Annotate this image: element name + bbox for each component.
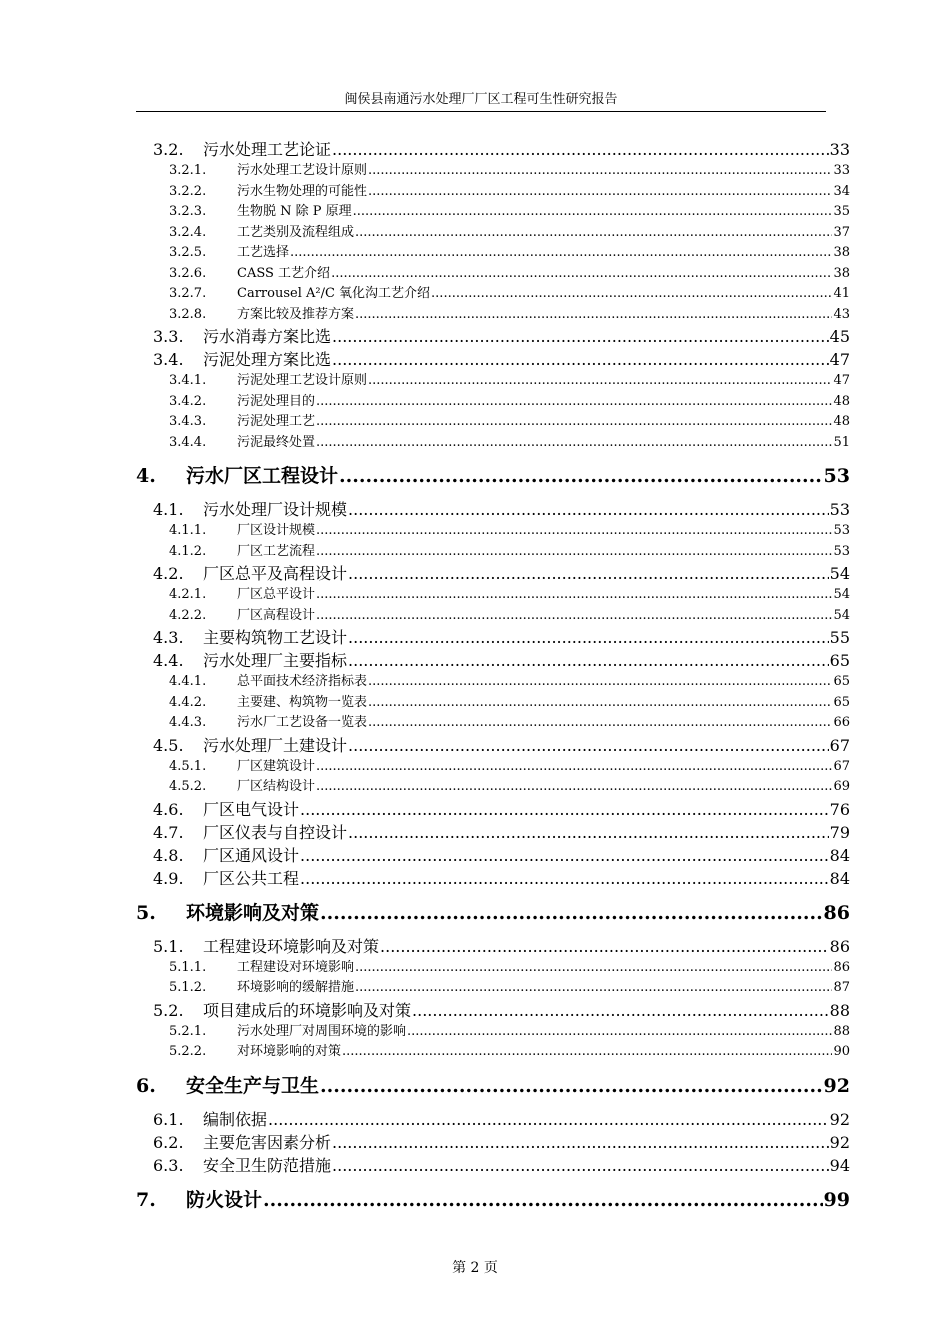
toc-entry-level-3[interactable] bbox=[136, 757, 850, 778]
toc-entry-title: Carrousel A²/C 氧化沟工艺介绍 bbox=[237, 286, 431, 301]
toc-entry-page: 48 bbox=[833, 414, 850, 429]
dot-leader bbox=[431, 284, 832, 305]
toc-entry-number: 4.6. bbox=[153, 799, 184, 819]
toc-entry-page: 47 bbox=[833, 373, 850, 388]
toc-entry-number: 3.2.4. bbox=[169, 224, 207, 240]
toc-entry-title: 污泥处理方案比选 bbox=[203, 350, 332, 369]
toc-entry-title: 厂区总平设计 bbox=[237, 587, 316, 602]
header-divider bbox=[136, 111, 826, 112]
toc-entry-page: 79 bbox=[829, 822, 850, 842]
dot-leader bbox=[316, 542, 832, 563]
dot-leader bbox=[300, 867, 829, 890]
toc-entry-title: 总平面技术经济指标表 bbox=[237, 674, 368, 689]
toc-entry-title: 工程建设对环境影响 bbox=[237, 959, 355, 975]
toc-entry-page: 92 bbox=[829, 1109, 850, 1129]
toc-entry-title: 工艺类别及流程组成 bbox=[237, 224, 355, 240]
toc-entry-number: 3.4. bbox=[153, 350, 184, 369]
toc-entry-number: 3.4.1. bbox=[169, 373, 207, 388]
toc-entry-level-2[interactable] bbox=[136, 935, 850, 958]
toc-entry-level-3[interactable] bbox=[136, 161, 850, 182]
toc-entry-number: 4.2.2. bbox=[169, 607, 207, 623]
dot-leader bbox=[368, 713, 832, 734]
dot-leader bbox=[332, 1154, 829, 1177]
toc-entry-level-3[interactable] bbox=[136, 264, 850, 285]
toc-entry-title: 厂区公共工程 bbox=[203, 868, 300, 888]
toc-entry-page: 43 bbox=[833, 306, 850, 322]
toc-entry-title: 污水厂工艺设备一览表 bbox=[237, 715, 368, 730]
toc-entry-title: 厂区高程设计 bbox=[237, 607, 316, 623]
toc-entry-level-2[interactable] bbox=[136, 821, 850, 844]
toc-entry-level-3[interactable] bbox=[136, 521, 850, 542]
dot-leader bbox=[412, 999, 829, 1022]
toc-entry-title: 防火设计 bbox=[186, 1188, 263, 1211]
toc-entry-level-3[interactable] bbox=[136, 305, 850, 326]
toc-entry-title: 污水处理工艺设计原则 bbox=[237, 163, 368, 178]
dot-leader bbox=[331, 264, 832, 285]
toc-entry-title: 厂区结构设计 bbox=[237, 779, 316, 794]
toc-entry-title: 厂区建筑设计 bbox=[237, 758, 316, 774]
toc-entry-page: 65 bbox=[833, 674, 850, 689]
dot-leader bbox=[380, 935, 829, 958]
toc-entry-title: 污泥最终处置 bbox=[237, 434, 316, 450]
toc-entry-number: 4.5.2. bbox=[169, 779, 207, 794]
toc-entry-level-3[interactable] bbox=[136, 223, 850, 244]
toc-entry-page: 54 bbox=[833, 587, 850, 602]
toc-entry-title: 厂区仪表与自控设计 bbox=[203, 822, 348, 842]
dot-leader bbox=[332, 348, 829, 371]
toc-entry-number: 3.2. bbox=[153, 140, 184, 159]
toc-entry-number: 4.4. bbox=[153, 651, 184, 670]
toc-entry-level-3[interactable] bbox=[136, 777, 850, 798]
toc-entry-page: 76 bbox=[829, 799, 850, 819]
toc-entry-title: 编制依据 bbox=[203, 1109, 268, 1129]
running-header: 闽侯县南通污水处理厂厂区工程可生性研究报告 bbox=[344, 92, 618, 107]
toc-entry-level-3[interactable] bbox=[136, 392, 850, 413]
toc-entry-page: 99 bbox=[823, 1188, 850, 1211]
toc-entry-page: 94 bbox=[829, 1155, 850, 1175]
dot-leader bbox=[355, 223, 832, 244]
dot-leader bbox=[320, 895, 823, 931]
toc-entry-title: 项目建成后的环境影响及对策 bbox=[203, 1000, 412, 1020]
toc-entry-number: 5.2. bbox=[153, 1000, 184, 1020]
toc-entry-number: 6.2. bbox=[153, 1132, 184, 1152]
toc-entry-number: 4.8. bbox=[153, 845, 184, 865]
toc-entry-level-3[interactable] bbox=[136, 606, 850, 627]
toc-entry-level-3[interactable] bbox=[136, 672, 850, 693]
toc-entry-level-2[interactable] bbox=[136, 649, 850, 672]
toc-entry-page: 65 bbox=[833, 694, 850, 710]
toc-entry-number: 4.5. bbox=[153, 735, 184, 755]
toc-entry-page: 34 bbox=[833, 183, 850, 199]
dot-leader bbox=[355, 958, 832, 979]
toc-entry-level-3[interactable] bbox=[136, 1022, 850, 1043]
dot-leader bbox=[348, 649, 829, 672]
toc-entry-number: 4.9. bbox=[153, 868, 184, 888]
dot-leader bbox=[348, 821, 829, 844]
toc-entry-number: 6.3. bbox=[153, 1155, 184, 1175]
toc-entry-number: 4.1. bbox=[153, 500, 184, 519]
toc-entry-page: 47 bbox=[829, 350, 850, 369]
toc-entry-page: 51 bbox=[833, 434, 850, 450]
toc-entry-title: CASS 工艺介绍 bbox=[237, 265, 331, 281]
toc-entry-page: 53 bbox=[833, 523, 850, 538]
toc-entry-page: 45 bbox=[829, 327, 850, 346]
toc-entry-number: 3.2.3. bbox=[169, 204, 207, 219]
dot-leader bbox=[316, 392, 832, 413]
toc-entry-level-3[interactable] bbox=[136, 202, 850, 223]
dot-leader bbox=[316, 757, 832, 778]
dot-leader bbox=[368, 371, 832, 392]
toc-entry-level-3[interactable] bbox=[136, 693, 850, 714]
toc-entry-page: 87 bbox=[833, 980, 850, 995]
toc-entry-title: 污水处理厂主要指标 bbox=[203, 651, 348, 670]
toc-entry-page: 86 bbox=[833, 959, 850, 975]
dot-leader bbox=[407, 1022, 832, 1043]
toc-entry-title: 污水处理工艺论证 bbox=[203, 140, 332, 159]
toc-entry-number: 3.2.2. bbox=[169, 183, 207, 199]
toc-entry-number: 3.4.4. bbox=[169, 434, 207, 450]
toc-entry-level-1[interactable] bbox=[136, 895, 850, 931]
toc-entry-number: 4.3. bbox=[153, 628, 184, 647]
toc-entry-page: 33 bbox=[833, 163, 850, 178]
toc-entry-title: 工艺选择 bbox=[237, 245, 290, 260]
dot-leader bbox=[368, 693, 832, 714]
dot-leader bbox=[320, 1068, 823, 1104]
toc-entry-title: 污水处理厂对周围环境的影响 bbox=[237, 1023, 407, 1039]
toc-entry-level-2[interactable] bbox=[136, 734, 850, 757]
toc-entry-level-2[interactable] bbox=[136, 626, 850, 649]
toc-entry-level-3[interactable] bbox=[136, 243, 850, 264]
dot-leader bbox=[355, 978, 832, 999]
toc-entry-number: 5.1.2. bbox=[169, 980, 207, 995]
toc-entry-number: 5.2.1. bbox=[169, 1023, 207, 1039]
toc-entry-number: 3.3. bbox=[153, 327, 184, 346]
toc-entry-number: 4.2. bbox=[153, 564, 184, 583]
toc-entry-page: 67 bbox=[829, 735, 850, 755]
dot-leader bbox=[316, 585, 832, 606]
toc-entry-number: 3.2.7. bbox=[169, 286, 207, 301]
toc-entry-title: 厂区工艺流程 bbox=[237, 543, 316, 559]
toc-entry-level-2[interactable] bbox=[136, 798, 850, 821]
toc-entry-number: 4.5.1. bbox=[169, 758, 207, 774]
toc-entry-level-3[interactable] bbox=[136, 182, 850, 203]
toc-entry-title: 主要构筑物工艺设计 bbox=[203, 628, 348, 647]
toc-entry-level-3[interactable] bbox=[136, 433, 850, 454]
toc-entry-page: 38 bbox=[833, 245, 850, 260]
toc-entry-level-3[interactable] bbox=[136, 412, 850, 433]
dot-leader bbox=[339, 458, 823, 494]
toc-entry-title: 主要危害因素分析 bbox=[203, 1132, 332, 1152]
dot-leader bbox=[368, 672, 832, 693]
toc-entry-title: 污水消毒方案比选 bbox=[203, 327, 332, 346]
toc-entry-page: 54 bbox=[829, 564, 850, 583]
toc-entry-page: 55 bbox=[829, 628, 850, 647]
toc-entry-level-3[interactable] bbox=[136, 371, 850, 392]
toc-entry-page: 92 bbox=[823, 1074, 850, 1097]
toc-entry-number: 4. bbox=[136, 465, 156, 487]
toc-entry-title: 工程建设环境影响及对策 bbox=[203, 936, 380, 956]
toc-entry-level-3[interactable] bbox=[136, 585, 850, 606]
toc-entry-level-1[interactable] bbox=[136, 458, 850, 494]
dot-leader bbox=[316, 433, 832, 454]
toc-entry-number: 4.4.3. bbox=[169, 715, 207, 730]
toc-entry-title: 污水处理厂土建设计 bbox=[203, 735, 348, 755]
toc-entry-title: 厂区总平及高程设计 bbox=[203, 564, 348, 583]
toc-entry-level-2[interactable] bbox=[136, 1154, 850, 1177]
toc-entry-level-2[interactable] bbox=[136, 498, 850, 521]
toc-entry-level-3[interactable] bbox=[136, 713, 850, 734]
toc-entry-number: 5.1. bbox=[153, 936, 184, 956]
dot-leader bbox=[348, 498, 829, 521]
toc-entry-title: 污泥处理目的 bbox=[237, 393, 316, 409]
dot-leader bbox=[332, 325, 829, 348]
toc-entry-title: 安全卫生防范措施 bbox=[203, 1155, 332, 1175]
toc-entry-page: 84 bbox=[829, 845, 850, 865]
toc-entry-level-3[interactable] bbox=[136, 978, 850, 999]
toc-entry-title: 安全生产与卫生 bbox=[186, 1074, 320, 1097]
toc-entry-title: 污水生物处理的可能性 bbox=[237, 183, 368, 199]
toc-entry-number: 4.1.1. bbox=[169, 523, 207, 538]
toc-entry-title: 方案比较及推荐方案 bbox=[237, 306, 355, 322]
toc-entry-number: 4.1.2. bbox=[169, 543, 207, 559]
toc-entry-page: 37 bbox=[833, 224, 850, 240]
toc-entry-level-3[interactable] bbox=[136, 542, 850, 563]
dot-leader bbox=[263, 1182, 823, 1218]
toc-entry-page: 35 bbox=[833, 204, 850, 219]
toc-entry-title: 生物脱 N 除 P 原理 bbox=[237, 204, 352, 219]
toc-entry-page: 41 bbox=[833, 286, 850, 301]
dot-leader bbox=[332, 138, 829, 161]
dot-leader bbox=[348, 562, 829, 585]
page-number: 第 2 页 bbox=[452, 1260, 498, 1276]
toc-entry-level-2[interactable] bbox=[136, 867, 850, 890]
toc-entry-page: 53 bbox=[829, 500, 850, 519]
dot-leader bbox=[316, 606, 832, 627]
toc-entry-level-2[interactable] bbox=[136, 1108, 850, 1131]
toc-entry-number: 6.1. bbox=[153, 1109, 184, 1129]
dot-leader bbox=[268, 1108, 829, 1131]
toc-entry-level-1[interactable] bbox=[136, 1182, 850, 1218]
toc-entry-page: 48 bbox=[833, 393, 850, 409]
toc-entry-page: 65 bbox=[829, 651, 850, 670]
toc-entry-number: 3.2.8. bbox=[169, 306, 207, 322]
toc-entry-number: 7. bbox=[136, 1188, 156, 1211]
toc-entry-page: 66 bbox=[833, 715, 850, 730]
toc-entry-title: 污泥处理工艺 bbox=[237, 414, 316, 429]
toc-entry-number: 5. bbox=[136, 901, 156, 924]
toc-entry-number: 5.2.2. bbox=[169, 1044, 207, 1059]
toc-entry-level-2[interactable] bbox=[136, 562, 850, 585]
dot-leader bbox=[316, 521, 832, 542]
toc-entry-title: 主要建、构筑物一览表 bbox=[237, 694, 368, 710]
toc-entry-number: 3.4.2. bbox=[169, 393, 207, 409]
toc-entry-page: 86 bbox=[823, 901, 850, 924]
toc-entry-level-2[interactable] bbox=[136, 844, 850, 867]
toc-entry-page: 67 bbox=[833, 758, 850, 774]
toc-entry-level-3[interactable] bbox=[136, 1042, 850, 1063]
toc-entry-level-2[interactable] bbox=[136, 1131, 850, 1154]
dot-leader bbox=[368, 182, 832, 203]
dot-leader bbox=[316, 777, 832, 798]
dot-leader bbox=[290, 243, 832, 264]
toc-entry-page: 54 bbox=[833, 607, 850, 623]
toc-entry-title: 污水厂区工程设计 bbox=[186, 465, 339, 487]
toc-entry-title: 厂区通风设计 bbox=[203, 845, 300, 865]
toc-entry-number: 4.4.1. bbox=[169, 674, 207, 689]
toc-entry-number: 5.1.1. bbox=[169, 959, 207, 975]
toc-entry-title: 厂区设计规模 bbox=[237, 523, 316, 538]
toc-entry-number: 3.4.3. bbox=[169, 414, 207, 429]
toc-entry-page: 90 bbox=[833, 1044, 850, 1059]
dot-leader bbox=[316, 412, 832, 433]
toc-entry-page: 92 bbox=[829, 1132, 850, 1152]
toc-entry-level-1[interactable] bbox=[136, 1068, 850, 1104]
toc-entry-title: 厂区电气设计 bbox=[203, 799, 300, 819]
table-of-contents bbox=[136, 138, 850, 1222]
toc-entry-number: 4.2.1. bbox=[169, 587, 207, 602]
toc-entry-title: 污水处理厂设计规模 bbox=[203, 500, 348, 519]
toc-entry-page: 84 bbox=[829, 868, 850, 888]
toc-entry-number: 4.7. bbox=[153, 822, 184, 842]
toc-entry-level-2[interactable] bbox=[136, 325, 850, 348]
toc-entry-level-2[interactable] bbox=[136, 999, 850, 1022]
dot-leader bbox=[342, 1042, 832, 1063]
toc-entry-page: 38 bbox=[833, 265, 850, 281]
dot-leader bbox=[300, 844, 829, 867]
toc-entry-page: 88 bbox=[833, 1023, 850, 1039]
toc-entry-title: 对环境影响的对策 bbox=[237, 1044, 342, 1059]
dot-leader bbox=[300, 798, 829, 821]
toc-entry-title: 污泥处理工艺设计原则 bbox=[237, 373, 368, 388]
dot-leader bbox=[348, 734, 829, 757]
toc-entry-level-3[interactable] bbox=[136, 284, 850, 305]
dot-leader bbox=[368, 161, 832, 182]
toc-entry-number: 6. bbox=[136, 1074, 156, 1097]
toc-entry-title: 环境影响的缓解措施 bbox=[237, 980, 355, 995]
toc-entry-page: 69 bbox=[833, 779, 850, 794]
toc-entry-page: 88 bbox=[829, 1000, 850, 1020]
dot-leader bbox=[355, 305, 832, 326]
toc-entry-number: 3.2.1. bbox=[169, 163, 207, 178]
toc-entry-level-3[interactable] bbox=[136, 958, 850, 979]
toc-entry-title: 环境影响及对策 bbox=[186, 901, 320, 924]
toc-entry-page: 53 bbox=[823, 465, 850, 487]
dot-leader bbox=[348, 626, 829, 649]
toc-entry-level-2[interactable] bbox=[136, 348, 850, 371]
toc-entry-level-2[interactable] bbox=[136, 138, 850, 161]
dot-leader bbox=[353, 202, 833, 223]
toc-entry-page: 33 bbox=[829, 140, 850, 159]
toc-entry-page: 86 bbox=[829, 936, 850, 956]
toc-entry-number: 3.2.6. bbox=[169, 265, 207, 281]
toc-entry-number: 3.2.5. bbox=[169, 245, 207, 260]
toc-entry-number: 4.4.2. bbox=[169, 694, 207, 710]
toc-entry-page: 53 bbox=[833, 543, 850, 559]
dot-leader bbox=[332, 1131, 829, 1154]
